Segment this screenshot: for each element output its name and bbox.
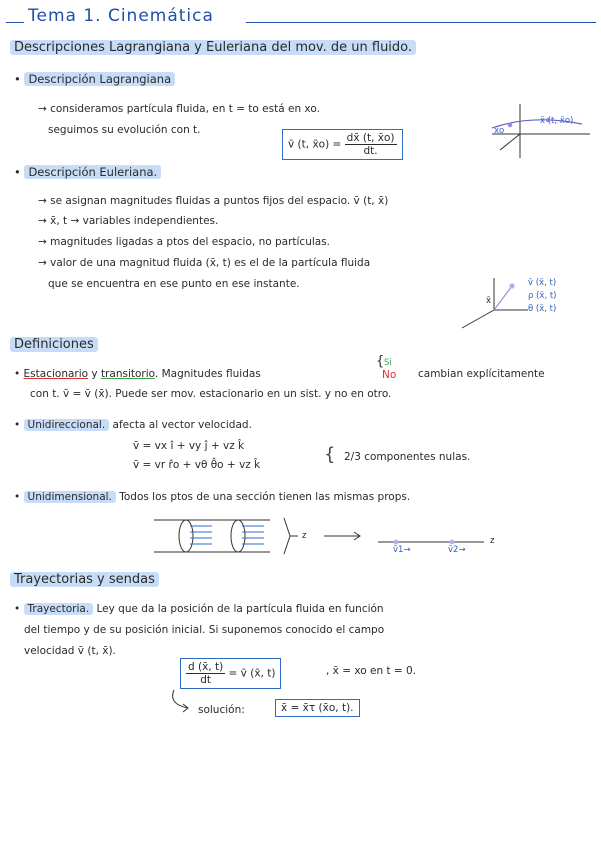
lagrangian-velocity-denominator: dt. xyxy=(363,145,378,157)
section-heading-text: Trayectorias y sendas xyxy=(10,572,159,587)
eulerian-label-density: ρ (x̄, t) xyxy=(528,291,557,301)
trajectory-equation-box xyxy=(180,658,281,689)
estacionario-line-2: con t. v̄ = v̄ (x̄). Puede ser mov. estacionario en un sist. y no en otro. xyxy=(30,388,392,400)
subheading-euleriana-label: Descripción Euleriana. xyxy=(24,165,161,179)
label-unidimensional: Unidimensional. xyxy=(24,491,116,503)
definition-unidireccional xyxy=(14,419,252,431)
estacionario-text-2: cambian explícitamente xyxy=(418,368,545,380)
label-unidireccional: Unidireccional. xyxy=(24,419,110,431)
title-row xyxy=(6,6,596,28)
brace-left: { xyxy=(376,354,385,369)
eulerian-line-3: → magnitudes ligadas a ptos del espacio, no partículas. xyxy=(38,236,331,248)
lagrangian-velocity-box xyxy=(282,129,403,160)
label-trayectoria: Trayectoria. xyxy=(24,603,94,615)
pipe-label-z: z xyxy=(302,531,307,541)
title-rule xyxy=(246,22,596,23)
velocity-cartesian: v̄ = vx î + vy ĵ + vz k̂ xyxy=(133,440,245,452)
eulerian-line-2: → x̄, t → variables independientes. xyxy=(38,215,219,227)
unidireccional-note: 2/3 componentes nulas. xyxy=(344,451,471,463)
eulerian-label-temperature: θ (x̄, t) xyxy=(528,304,557,314)
bullet-dot: • xyxy=(14,419,21,431)
lagrangian-line-1: → consideramos partícula fluida, en t = to está en xo. xyxy=(38,103,320,115)
eulerian-label-velocity: v̄ (x̄, t) xyxy=(528,278,557,288)
trayectoria-text: Ley que da la posición de la partícula fluida en función xyxy=(93,603,384,615)
title-lead-rule xyxy=(6,22,24,23)
trajectory-equation-rhs: = v̄ (x̄, t) xyxy=(228,667,276,680)
bullet-dot: • xyxy=(14,165,21,179)
label-transitorio: transitorio xyxy=(100,368,155,380)
bullet-dot: • xyxy=(14,368,21,380)
subheading-lagrangiana xyxy=(14,72,175,86)
lagrangian-velocity-lhs: v̄ (t, x̄o) = xyxy=(288,138,342,151)
trajectory-equation-fraction xyxy=(186,661,225,686)
section-heading-text: Definiciones xyxy=(10,337,98,352)
estacionario-text: . Magnitudes fluidas xyxy=(154,368,261,380)
trajectory-initial-condition: , x̄ = xo en t = 0. xyxy=(326,665,417,677)
definition-trayectoria xyxy=(14,603,384,615)
brace-right: { xyxy=(324,444,336,465)
eulerian-line-1: → se asignan magnitudes fluidas a puntos fijos del espacio. v̄ (t, x̄) xyxy=(38,195,389,207)
definition-estacionario xyxy=(14,368,261,380)
bullet-dot: • xyxy=(14,603,21,615)
lagrangian-line-2: seguimos su evolución con t. xyxy=(48,124,201,136)
label-no: No xyxy=(382,369,397,381)
velocity-cylindrical: v̄ = vr r̂o + vθ θ̂o + vz k̂ xyxy=(133,459,261,471)
solution-arrow xyxy=(168,690,198,716)
trajectory-equation-denominator: dt xyxy=(200,674,211,686)
line-label-v2: v̄2→ xyxy=(448,545,466,555)
solution-label: solución: xyxy=(198,704,245,716)
lagrangian-velocity-numerator: dx̄ (t, x̄o) xyxy=(346,132,395,144)
label-conjunction: y xyxy=(88,368,101,380)
bullet-dot: • xyxy=(14,72,21,86)
eulerian-point-sketch xyxy=(458,278,528,332)
trajectory-label-x0: x̄o xyxy=(494,126,505,136)
solution-box: x̄ = x̄τ (x̄o, t). xyxy=(275,699,360,717)
trayectoria-line-2: del tiempo y de su posición inicial. Si suponemos conocido el campo xyxy=(24,624,385,636)
section-heading-trayectorias xyxy=(10,572,159,587)
definition-unidimensional xyxy=(14,491,410,503)
trajectory-label-xt: x̄ (t, x̄o) xyxy=(540,116,574,126)
subheading-lagrangiana-label: Descripción Lagrangiana xyxy=(24,72,175,86)
trajectory-equation-numerator: d (x̄, t) xyxy=(188,661,224,673)
trayectoria-line-3: velocidad v̄ (t, x̄). xyxy=(24,645,116,657)
unidireccional-text: afecta al vector velocidad. xyxy=(109,419,252,431)
section-heading-descripciones xyxy=(10,40,416,55)
section-heading-text: Descripciones Lagrangiana y Euleriana del mov. de un fluido. xyxy=(10,40,416,55)
subheading-euleriana xyxy=(14,165,161,179)
eulerian-line-5: que se encuentra en ese punto en ese instante. xyxy=(48,278,300,290)
eulerian-line-4: → valor de una magnitud fluida (x̄, t) es el de la partícula fluida xyxy=(38,257,371,269)
line-label-v1: v̄1→ xyxy=(393,545,411,555)
line-label-z: z xyxy=(490,536,495,546)
page-title: Tema 1. Cinemática xyxy=(28,6,214,26)
eulerian-label-x: x̄ xyxy=(486,296,492,306)
lagrangian-velocity-fraction xyxy=(345,132,397,157)
bullet-dot: • xyxy=(14,491,21,503)
label-si: Si xyxy=(384,358,392,368)
label-estacionario: Estacionario xyxy=(23,368,89,380)
unidimensional-text: Todos los ptos de una sección tienen las mismas props. xyxy=(115,491,411,503)
section-heading-definiciones xyxy=(10,337,98,352)
